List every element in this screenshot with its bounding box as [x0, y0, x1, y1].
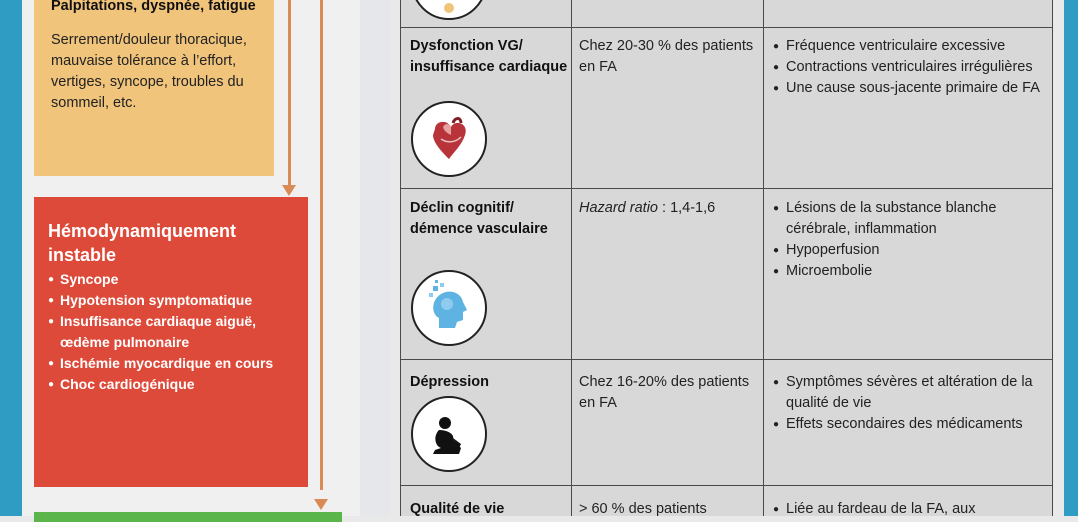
hazard-ratio-value: : 1,4-1,6	[657, 200, 716, 216]
table-border	[1052, 0, 1053, 516]
mechanism-item: ● Contractions ventriculaires irrégulières	[773, 57, 1049, 78]
unstable-item: ● Syncope	[48, 269, 306, 290]
symptoms-text: Serrement/douleur thoracique, mauvaise tolérance à l’effort, vertiges, syncope, troubles du sommeil, etc.	[51, 32, 247, 111]
heart-icon-graphic	[413, 103, 485, 175]
table-row-divider	[400, 359, 1052, 360]
mechanisms-depression	[773, 372, 1049, 435]
frequency-depression: Chez 16-20% des patients en FA	[579, 374, 750, 411]
condition-quality-of-life: Qualité de vie	[410, 501, 505, 517]
mechanism-item: ● Microembolie	[773, 261, 1049, 282]
next-step-box	[34, 512, 342, 522]
condition-cognitive-decline: Déclin cognitif/ démence vasculaire	[410, 200, 548, 237]
condition-depression: Dépression	[410, 374, 489, 390]
unstable-item: ● Choc cardiogénique	[48, 374, 306, 395]
unstable-item: ● Insuffisance cardiaque aiguë, œdème pulmonaire	[48, 311, 306, 353]
table-row-divider	[400, 485, 1052, 486]
unstable-item: ● Ischémie myocardique en cours	[48, 353, 306, 374]
mechanism-item: ● Lésions de la substance blanche cérébrale, inflammation	[773, 198, 1049, 240]
table-border	[400, 0, 401, 516]
mechanisms-heart-failure	[773, 36, 1049, 99]
brain-head-icon-graphic	[413, 272, 485, 344]
table-row-divider	[400, 188, 1052, 189]
frequency-heart-failure: Chez 20-30 % des patients en FA	[579, 38, 754, 75]
arrow-head-icon	[314, 499, 328, 510]
brain-head-icon	[411, 270, 487, 346]
mechanism-item: ● Symptômes sévères et altération de la qualité de vie	[773, 372, 1049, 414]
unstable-list	[48, 269, 306, 395]
table-row-divider	[400, 27, 1052, 28]
table-border	[571, 0, 572, 516]
mechanism-item: ● Liée au fardeau de la FA, aux	[773, 499, 1049, 520]
sad-person-icon-graphic	[413, 398, 485, 470]
heart-icon	[411, 101, 487, 177]
mechanism-item: ● Hypoperfusion	[773, 240, 1049, 261]
unstable-title: Hémodynamiquement instable	[48, 221, 237, 265]
arrow-line-long	[320, 0, 323, 490]
sad-person-icon	[411, 396, 487, 472]
unstable-item: ● Hypotension symptomatique	[48, 290, 306, 311]
mechanism-item: ● Effets secondaires des médicaments	[773, 414, 1049, 435]
mechanisms-quality-of-life	[773, 499, 1049, 520]
panel-gap	[360, 0, 390, 516]
symptoms-title: Palpitations, dyspnée, fatigue	[51, 0, 256, 14]
arrow-head-icon	[282, 185, 296, 196]
left-accent-strip	[0, 0, 22, 516]
hazard-ratio-label: Hazard ratio	[579, 200, 658, 216]
mechanisms-cognitive-decline	[773, 198, 1049, 282]
table-border	[763, 0, 764, 516]
mechanism-item: ● Fréquence ventriculaire excessive	[773, 36, 1049, 57]
frequency-quality-of-life: > 60 % des patients	[579, 501, 707, 517]
condition-heart-failure: Dysfonction VG/ insuffisance cardiaque	[410, 38, 568, 75]
right-accent-strip	[1064, 0, 1078, 516]
frequency-cognitive-decline	[579, 198, 759, 219]
mechanism-item: ● Une cause sous-jacente primaire de FA	[773, 78, 1049, 99]
arrow-line-short	[288, 0, 291, 186]
